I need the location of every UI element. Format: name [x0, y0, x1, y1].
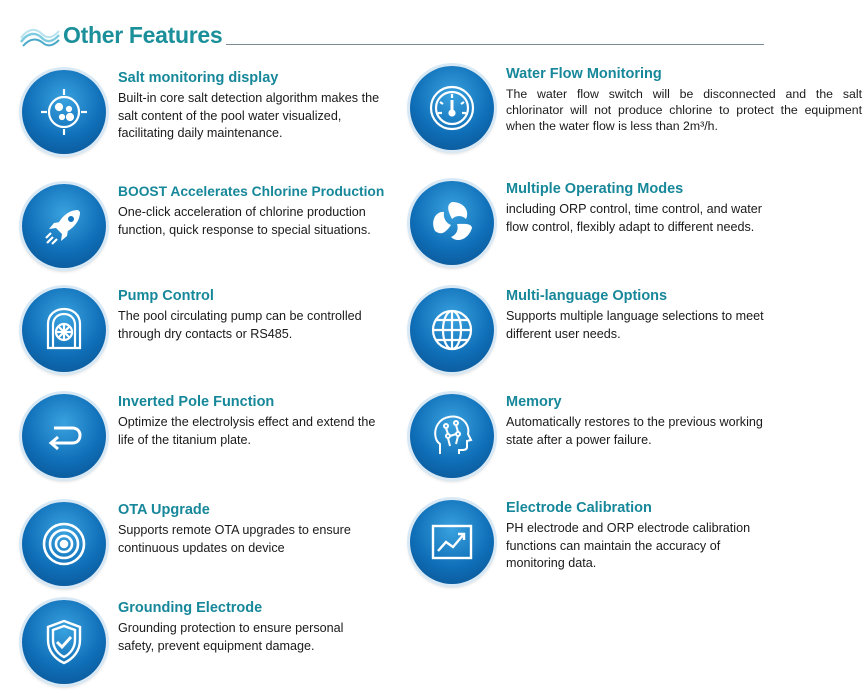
feature-title: Grounding Electrode [118, 600, 263, 616]
feature-operating-modes [410, 181, 782, 281]
feature-title: OTA Upgrade [118, 502, 210, 518]
wave-logo-icon [20, 26, 60, 48]
feature-badge [410, 66, 494, 150]
globe-icon [426, 304, 478, 356]
feature-badge [22, 394, 106, 478]
feature-description: Built-in core salt detection algorithm makes the salt content of the pool water visualized, facilitating daily maintenance. [118, 91, 380, 140]
feature-electrode-calibration [410, 500, 782, 600]
feature-multi-language [410, 288, 782, 388]
page-title: Other Features [63, 22, 223, 48]
feature-title: Inverted Pole Function [118, 394, 275, 410]
feature-title: Multiple Operating Modes [506, 181, 684, 197]
pump-icon [38, 304, 90, 356]
feature-description: One-click acceleration of chlorine production function, quick response to special situations. [118, 205, 371, 237]
feature-memory [410, 394, 782, 494]
return-arrow-icon [38, 410, 90, 462]
feature-title: Multi-language Options [506, 288, 668, 304]
trend-chart-icon [426, 516, 478, 568]
feature-description: Automatically restores to the previous working state after a power failure. [506, 415, 763, 447]
feature-salt-monitoring [22, 70, 394, 170]
section-header [20, 22, 764, 50]
rocket-icon [38, 200, 90, 252]
header-divider [226, 44, 764, 45]
feature-badge [22, 502, 106, 586]
feature-title: Water Flow Monitoring [506, 66, 662, 82]
feature-description: PH electrode and ORP electrode calibration functions can maintain the accuracy of monitoring data. [506, 521, 751, 570]
salt-particles-icon [38, 86, 90, 138]
feature-title: BOOST Accelerates Chlorine Production [118, 184, 385, 199]
feature-description: including ORP control, time control, and water flow control, flexibly adapt to different needs. [506, 202, 762, 234]
feature-pump-control [22, 288, 394, 388]
gauge-icon [426, 82, 478, 134]
feature-boost [22, 184, 394, 284]
feature-title: Salt monitoring display [118, 70, 279, 86]
feature-badge [410, 288, 494, 372]
feature-grounding-electrode [22, 600, 394, 700]
feature-badge [410, 500, 494, 584]
brain-head-icon [426, 410, 478, 462]
feature-title: Memory [506, 394, 562, 410]
feature-badge [22, 184, 106, 268]
feature-title: Electrode Calibration [506, 500, 652, 516]
shield-check-icon [38, 616, 90, 668]
feature-description: Grounding protection to ensure personal safety, prevent equipment damage. [118, 621, 344, 653]
feature-water-flow [410, 66, 862, 166]
feature-ota-upgrade [22, 502, 394, 602]
feature-description: Optimize the electrolysis effect and extend the life of the titanium plate. [118, 415, 376, 447]
feature-badge [22, 70, 106, 154]
concentric-rings-icon [38, 518, 90, 570]
feature-description: The water flow switch will be disconnected and the salt chlorinator will not produce chlorine to protect the equipment when the water flow is less than 2m³/h. [506, 87, 862, 133]
swirl-modes-icon [426, 197, 478, 249]
feature-description: The pool circulating pump can be controlled through dry contacts or RS485. [118, 309, 362, 341]
feature-badge [22, 600, 106, 684]
feature-badge [22, 288, 106, 372]
feature-inverted-pole [22, 394, 394, 494]
feature-description: Supports remote OTA upgrades to ensure continuous updates on device [118, 523, 351, 555]
feature-description: Supports multiple language selections to meet different user needs. [506, 309, 764, 341]
feature-title: Pump Control [118, 288, 214, 304]
feature-badge [410, 181, 494, 265]
feature-badge [410, 394, 494, 478]
